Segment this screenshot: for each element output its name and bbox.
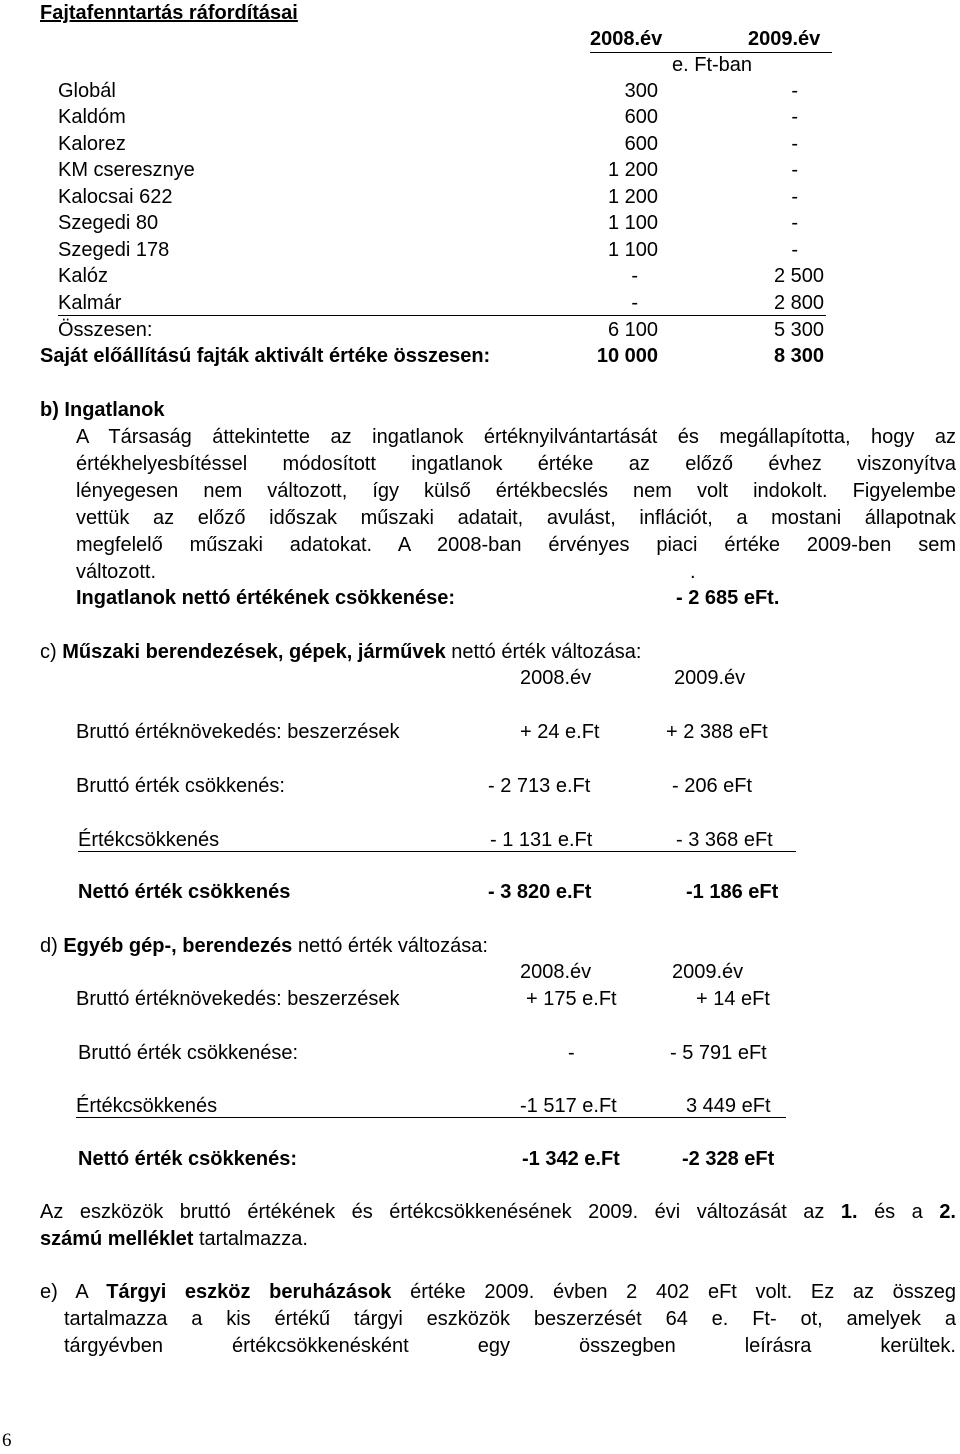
table-cell-2008: 600 [624,106,658,128]
machinery-row-label: Bruttó értéknövekedés: beszerzések [76,721,400,743]
investment-text-line: tárgyévben értékcsökkenésként egy összegben leírásra kerültek. [64,1335,956,1357]
real-estate-summary-label: Ingatlanok nettó értékének csökkenése: [76,587,456,609]
other-equipment-col-2008: 2008.év [520,961,592,983]
own-varieties-2008: 10 000 [596,345,658,367]
table-row-name: Kalmár [58,292,122,314]
col-header-2009: 2009.év [748,28,821,50]
table-cell-2008: 1 100 [607,212,658,234]
table-cell-2008: - [631,265,638,287]
table-row-name: Globál [58,80,116,102]
machinery-heading: c) Műszaki berendezések, gépek, járművek nettó érték változása: [40,641,642,663]
other-equipment-rule [76,1117,786,1118]
machinery-row-2008: - 1 131 e.Ft [490,829,593,851]
table-row-name: Kalocsai 622 [58,186,173,208]
other-equipment-row-label: Értékcsökkenés [76,1095,218,1117]
investment-text-line: e) A Tárgyi eszköz beruházások értéke 2009. évben 2 402 eFt volt. Ez az összeg [40,1281,956,1303]
total-2009: 5 300 [773,319,824,341]
own-varieties-2009: 8 300 [773,345,824,367]
table-cell-2009: - [791,212,798,234]
table-row-name: Kaldóm [58,106,126,128]
other-equipment-heading: d) Egyéb gép-, berendezés nettó érték változása: [40,935,488,957]
investment-text-line: tartalmazza a kis értékű tárgyi eszközök beszerzését 64 e. Ft- ot, amelyek a [64,1308,956,1330]
page-number: 6 [2,1430,12,1451]
table-cell-2009: 2 800 [773,292,824,314]
total-row-label: Összesen: [58,319,153,341]
machinery-row-2008: - 2 713 e.Ft [488,775,591,797]
table-row-name: Szegedi 178 [58,239,170,261]
real-estate-text-line: A Társaság áttekintette az ingatlanok értéknyilvántartását és megállapította, hogy az [76,426,956,448]
table-cell-2008: 1 200 [607,159,658,181]
appendix-note-line: számú melléklet tartalmazza. [40,1228,308,1250]
other-equipment-row-2009: 3 449 eFt [686,1095,771,1117]
other-equipment-row-label: Bruttó érték csökkenése: [78,1042,299,1064]
real-estate-text-last: változott. [76,561,157,583]
table-cell-2008: 1 100 [607,239,658,261]
table-cell-2008: 600 [624,133,658,155]
table-cell-2008: 300 [624,80,658,102]
table-row-name: Kalorez [58,133,126,155]
other-equipment-row-2009: -2 328 eFt [682,1148,775,1170]
other-equipment-row-2009: - 5 791 eFt [670,1042,767,1064]
other-equipment-row-label: Nettó érték csökkenés: [78,1148,297,1170]
machinery-rule [78,851,796,852]
machinery-row-label: Bruttó érték csökkenés: [76,775,285,797]
other-equipment-row-2008: + 175 e.Ft [526,988,617,1010]
machinery-row-2008: + 24 e.Ft [520,721,600,743]
other-equipment-row-2008: -1 342 e.Ft [522,1148,620,1170]
table-cell-2009: - [791,239,798,261]
table-cell-2008: 1 200 [607,186,658,208]
machinery-col-2008: 2008.év [520,667,592,689]
table-cell-2009: - [791,106,798,128]
unit-label: e. Ft-ban [672,54,753,76]
table-cell-2009: - [791,159,798,181]
table-cell-2009: - [791,133,798,155]
table-row-name: KM cseresznye [58,159,195,181]
real-estate-text-dot: . [690,561,696,583]
machinery-row-label: Értékcsökkenés [78,829,220,851]
table-row-name: Szegedi 80 [58,212,159,234]
other-equipment-row-2008: - [568,1042,575,1064]
table-cell-2009: 2 500 [773,265,824,287]
real-estate-text-line: vettük az előző időszak műszaki adatait, avulást, inflációt, a mostani állapotnak [76,507,956,529]
machinery-row-2009: - 3 368 eFt [676,829,773,851]
machinery-row-2009: - 206 eFt [672,775,753,797]
section-title: Fajtafenntartás ráfordításai [40,2,298,24]
table-total-rule [58,315,826,316]
machinery-row-2009: + 2 388 eFt [666,721,768,743]
real-estate-text-line: megfelelő műszaki adatokat. A 2008-ban érvényes piaci értéke 2009-ben sem [76,534,956,556]
total-2008: 6 100 [607,319,658,341]
table-row-name: Kalóz [58,265,109,287]
other-equipment-row-2008: -1 517 e.Ft [520,1095,617,1117]
machinery-row-2009: -1 186 eFt [686,881,779,903]
appendix-note-line: Az eszközök bruttó értékének és értékcsökkenésének 2009. évi változását az 1. és a 2. [40,1201,956,1223]
other-equipment-row-label: Bruttó értéknövekedés: beszerzések [76,988,400,1010]
table-cell-2008: - [631,292,638,314]
real-estate-summary-value: - 2 685 eFt. [676,587,780,609]
other-equipment-col-2009: 2009.év [672,961,744,983]
machinery-row-label: Nettó érték csökkenés [78,881,291,903]
own-varieties-label: Saját előállítású fajták aktivált értéke összesen: [40,345,491,367]
other-equipment-row-2009: + 14 eFt [696,988,770,1010]
real-estate-text-line: lényegesen nem változott, így külső értékbecslés nem volt indokolt. Figyelembe [76,480,956,502]
machinery-row-2008: - 3 820 e.Ft [488,881,592,903]
real-estate-text-line: értékhelyesbítéssel módosított ingatlanok értéke az előző évhez viszonyítva [76,453,956,475]
table-cell-2009: - [791,80,798,102]
table-cell-2009: - [791,186,798,208]
machinery-col-2009: 2009.év [674,667,746,689]
real-estate-heading: b) Ingatlanok [40,399,165,421]
col-header-2008: 2008.év [590,28,663,50]
